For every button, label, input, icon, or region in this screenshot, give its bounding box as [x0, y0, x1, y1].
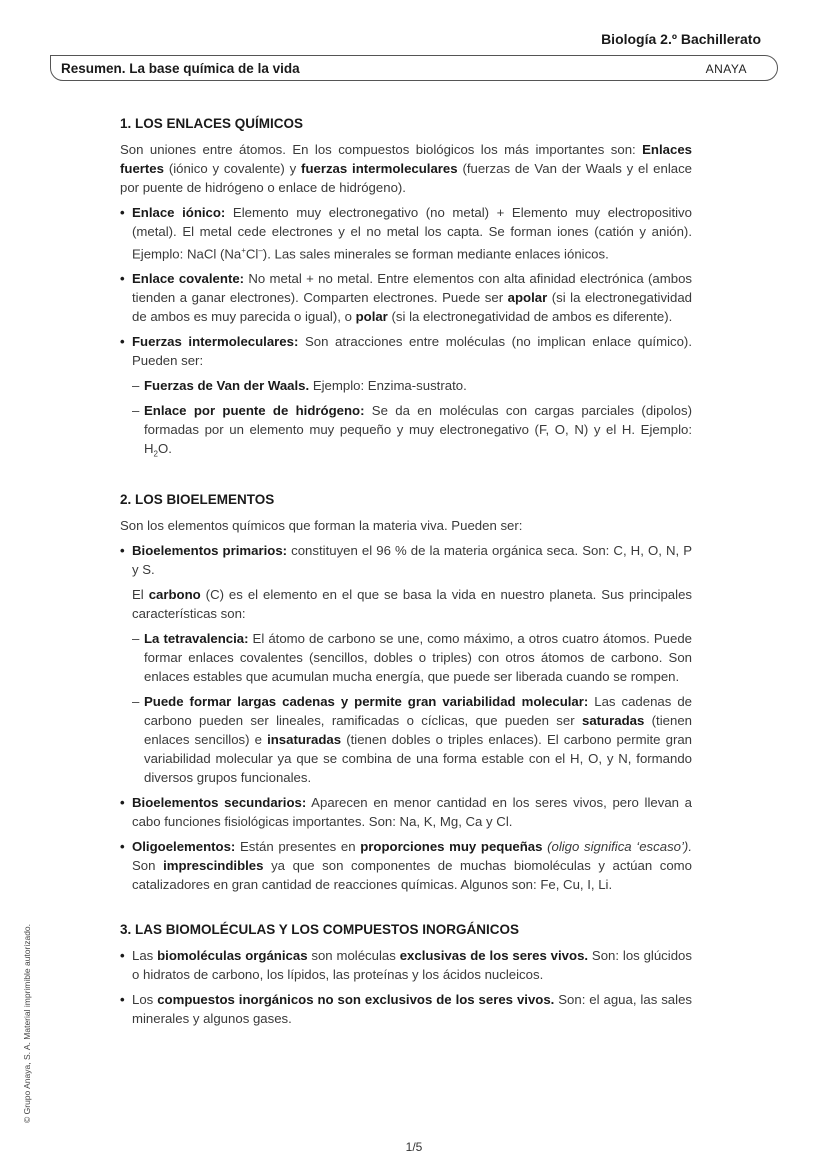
list-item: • Los compuestos inorgánicos no son exclusivos de los seres vivos. Son: el agua, las sales minerales y algunos gases. [120, 992, 692, 1027]
list-item: • Enlace covalente: No metal + no metal. Entre elementos con alta afinidad electrónica (ambos tienden a ganar electrones). Comparten electrones. Puede ser apolar (si la electronegatividad de ambos es muy parecida o igual), o polar (si la electronegatividad de ambos es diferente). [120, 271, 692, 325]
list-item: • Enlace iónico: Elemento muy electronegativo (no metal) + Elemento muy electropositivo (metal). El metal cede electrones y el no metal los capta. Se forman iones (catión y anión). Ejemplo: NaCl (Na+Cl–). Las sales minerales se forman mediante enlaces iónicos. [120, 205, 692, 262]
copyright-note: © Grupo Anaya, S. A. Material imprimible autorizado. [22, 923, 32, 1123]
list-item: • Las biomoléculas orgánicas son moléculas exclusivas de los seres vivos. Son: los glúcidos o hidratos de carbono, los lípidos, las proteínas y los ácidos nucleicos. [120, 948, 692, 983]
page-number: 1/5 [405, 1140, 423, 1154]
main-content [120, 114, 692, 1034]
publisher-logo: ANAYA [705, 62, 747, 76]
list-item: • Fuerzas intermoleculares: Son atracciones entre moléculas (no implican enlace químico). Pueden ser: [120, 334, 692, 369]
section-intro: Son uniones entre átomos. En los compuestos biológicos los más importantes son: Enlaces fuertes (iónico y covalente) y fuerzas intermoleculares (fuerzas de Van der Waals y el enlace por puente de hidrógeno o enlace de hidrógeno). [120, 142, 693, 195]
list-item: • Bioelementos primarios: constituyen el 96 % de la materia orgánica seca. Son: C, H, O, N, P y S. [120, 543, 693, 578]
title-bar [50, 55, 778, 81]
section-heading: 2. LOS BIOELEMENTOS [120, 492, 275, 508]
sub-list-item: – Enlace por puente de hidrógeno: Se da en moléculas con cargas parciales (dipolos) formadas por un elemento muy pequeño y muy electronegativo (F, O, N) y el H. Ejemplo: $H_2O$. [132, 403, 693, 460]
sub-list-item: – Puede formar largas cadenas y permite gran variabilidad molecular: Las cadenas de carbono pueden ser lineales, ramificadas o cíclicas, que pueden ser saturadas (tienen enlaces sencillos) e insaturadas (tienen dobles o triples enlaces). El carbono permite gran variabilidad molecular ya que se combina de una forma estable con el H, O, y N, formando diversos grupos funcionales. [132, 694, 693, 786]
page-title: Resumen. La base química de la vida [61, 61, 300, 76]
list-item: • Oligoelementos: Están presentes en proporciones muy pequeñas (oligo significa ‘escaso’). Son imprescindibles ya que son componentes de muchas biomoléculas y actúan como catalizadores en gran cantidad de reacciones químicas. Algunos son: Fe, Cu, I, Li. [120, 839, 692, 893]
section-intro: Son los elementos químicos que forman la materia viva. Pueden ser: [120, 518, 523, 534]
sub-list-item: – La tetravalencia: El átomo de carbono se une, como máximo, a otros cuatro átomos. Puede formar enlaces covalentes (sencillos, dobles o triples) con otros átomos de carbono. Son enlaces estables que acumulan mucha energía, que puede ser liberada cuando se rompen. [132, 631, 692, 685]
carbon-paragraph: El carbono (C) es el elemento en el que se basa la vida en nuestro planeta. Sus principales características son: [132, 587, 693, 622]
section-heading: 3. LAS BIOMOLÉCULAS Y LOS COMPUESTOS INORGÁNICOS [120, 922, 520, 938]
list-item: • Bioelementos secundarios: Aparecen en menor cantidad en los seres vivos, pero llevan a cabo funciones fisiológicas importantes. Son: Na, K, Mg, Ca y Cl. [120, 795, 692, 830]
subject-title: Biología 2.º Bachillerato [601, 31, 761, 47]
sub-list-item: – Fuerzas de Van der Waals. Ejemplo: Enzima-sustrato. [132, 378, 467, 394]
section-heading: 1. LOS ENLACES QUÍMICOS [120, 116, 304, 131]
